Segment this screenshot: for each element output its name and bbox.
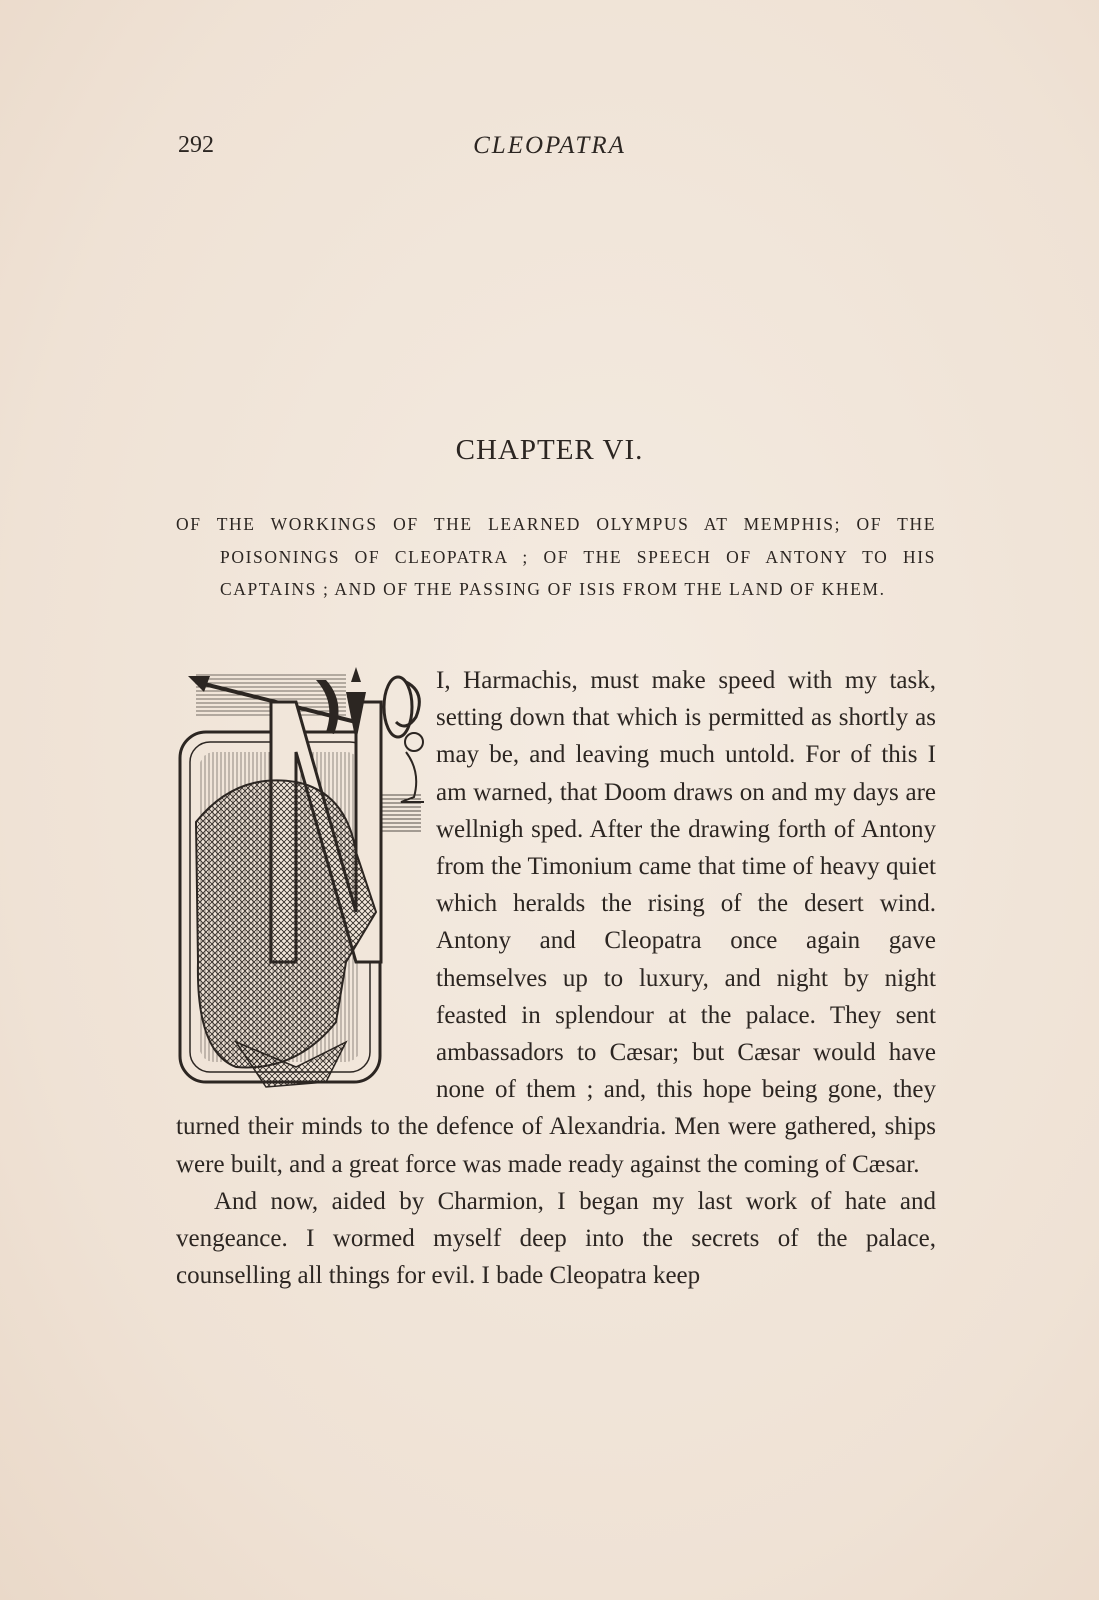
- chapter-summary: OF THE WORKINGS OF THE LEARNED OLYMPUS AT MEMPHIS; OF THE POISONINGS OF CLEOPATRA ; OF THE SPEECH OF ANTONY TO HIS CAPTAINS ; AND OF THE PASSING OF ISIS FROM THE LAND OF KHEM.: [176, 514, 936, 599]
- ornamental-initial-letter-icon: [176, 662, 436, 1108]
- chapter-title: CHAPTER VI.: [455, 434, 644, 466]
- body-text: [176, 662, 936, 1294]
- dropcap-illustration: [176, 662, 426, 1092]
- paragraph-1: I, Harmachis, must make speed with my task, setting down that which is permitted as shortly as may be, and leaving much untold. For of this I am warned, that Doom draws on and my days are wellnigh sped. After the drawing forth of Antony from the Timonium came that time of heavy quiet which heralds the rising of the desert wind. Antony and Cleopatra once again gave themselves up to luxury, and night by night feasted in splendour at the palace. They sent ambassadors to Cæsar; but Cæsar would have none of them ; and, this hope being gone, they turned their minds to the defence of Alexandria. Men were gathered, ships were built, and a great force was made ready against the coming of Cæsar.: [176, 667, 936, 1178]
- paragraph-2: And now, aided by Charmion, I began my last work of hate and vengeance. I wormed myself deep into the secrets of the palace, counselling all things for evil. I bade Cleopatra keep: [176, 1187, 936, 1290]
- running-title: CLEOPATRA: [473, 132, 626, 159]
- page-number: 292: [178, 132, 214, 158]
